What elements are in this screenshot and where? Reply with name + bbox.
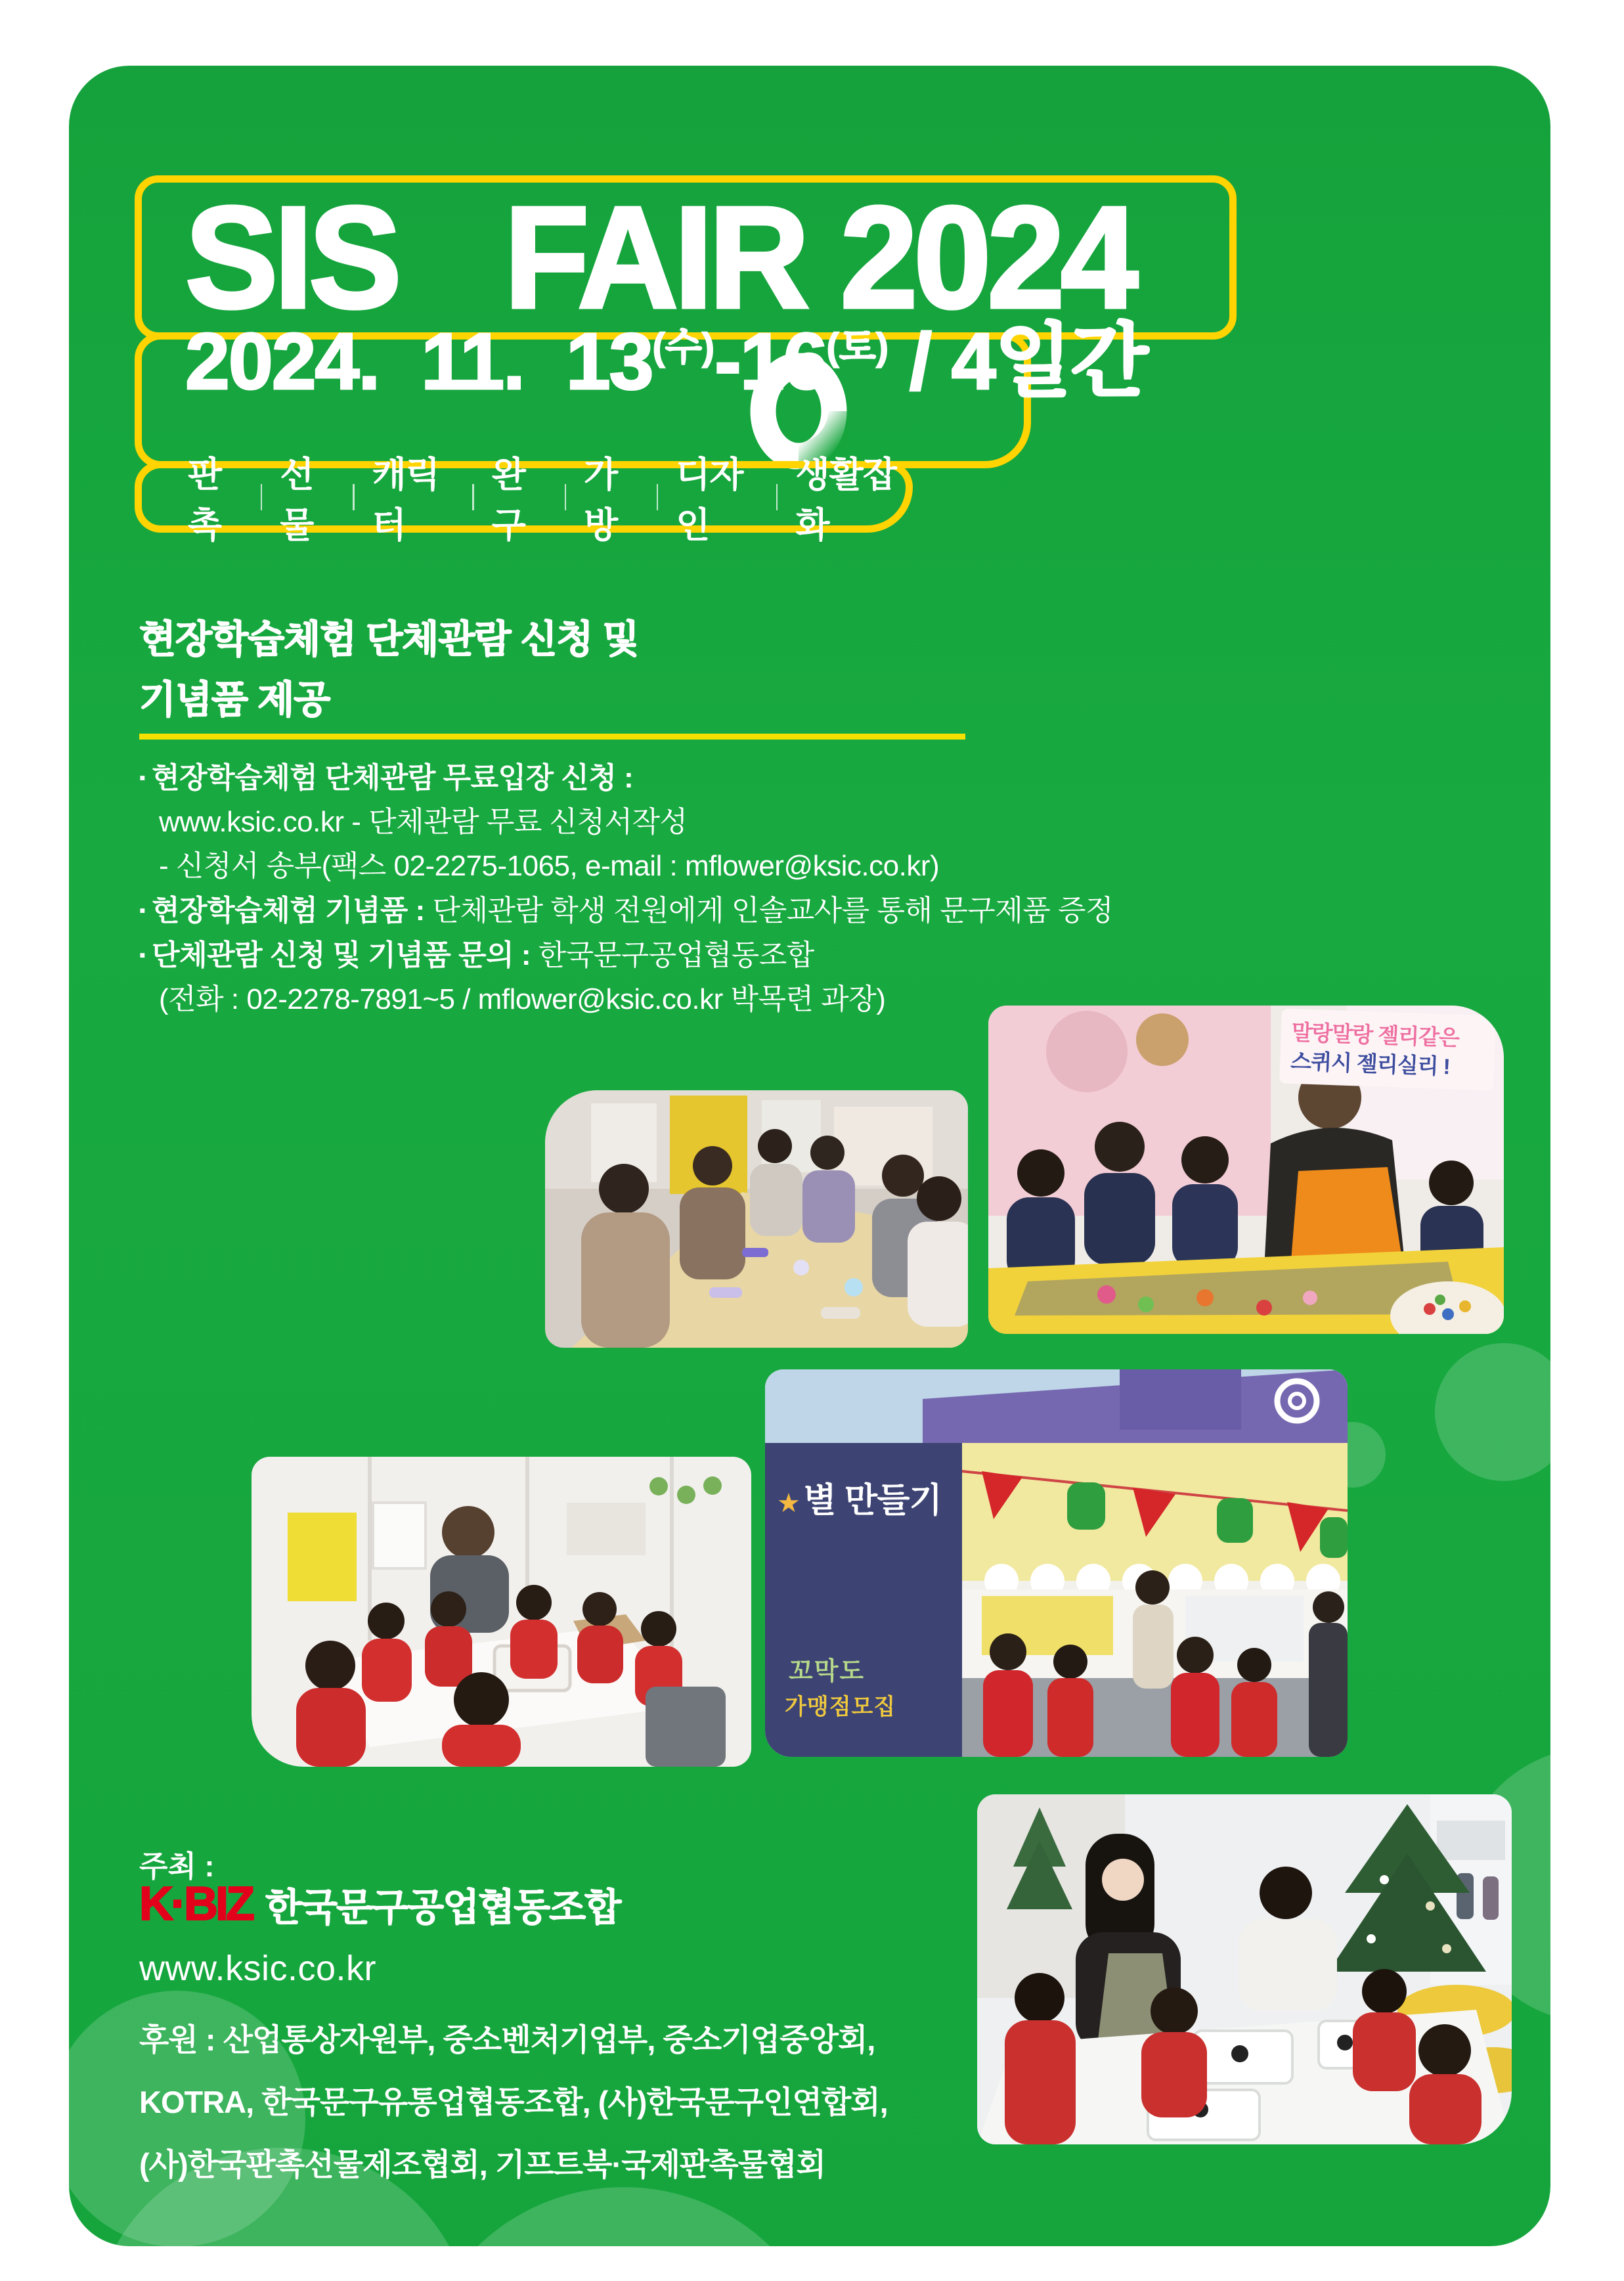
- photo-kids-clay-teacher: [988, 1006, 1504, 1334]
- category-box: [135, 454, 913, 545]
- photo-adults-workshop: [545, 1090, 968, 1348]
- sign-line2: 스퀴시 젤리실리 !: [1290, 1048, 1451, 1079]
- info-line: - 신청서 송부(팩스 02-2275-1065, e-mail : mflower@ksic.co.kr): [159, 850, 940, 882]
- info-line: ▪ 현장학습체험 기념품 : 단체관람 학생 전원에게 인솔교사를 통해 문구제품 증정: [139, 888, 1113, 933]
- sign-line1: 말랑말랑 젤리같은: [1291, 1019, 1460, 1050]
- date-weekday-1: (수): [652, 326, 715, 368]
- date-mid: -16: [714, 317, 827, 406]
- sponsor-line: 후원 : 산업통상자원부, 중소벤처기업부, 중소기업중앙회,: [139, 2022, 875, 2057]
- host-label: 주최 :: [139, 1849, 215, 1883]
- heading-line1: 현장학습체험 단체관람 신청 및: [139, 618, 639, 661]
- category-item: 디자인: [676, 454, 743, 545]
- title-part2: FAIR 2024: [504, 176, 1135, 338]
- sign-main-text: 별 만들기: [803, 1482, 942, 1520]
- category-item: 생활잡화: [795, 454, 896, 545]
- photo-christmas-craft: [977, 1794, 1512, 2144]
- info-text-block: [139, 755, 1113, 1021]
- category-separator: [472, 484, 473, 510]
- booth-logo-text: 꼬막도: [789, 1658, 866, 1685]
- category-item: 캐릭터: [372, 454, 439, 545]
- category-separator: [657, 484, 658, 510]
- info-line: (전화 : 02-2278-7891~5 / mflower@ksic.co.kr 박목련 과장): [159, 983, 886, 1015]
- decorative-circle: [1435, 1343, 1550, 1481]
- star-icon: ★: [777, 1489, 801, 1518]
- yellow-divider: [139, 734, 965, 740]
- host-row: [139, 1876, 620, 1932]
- kbiz-logo: K·BIZ: [139, 1878, 252, 1930]
- title-part1: SIS: [185, 176, 398, 338]
- category-list: [188, 447, 906, 548]
- category-separator: [565, 484, 566, 510]
- photo-booth-star-making: [765, 1369, 1348, 1757]
- category-separator: [776, 484, 778, 510]
- photo-sign-star-making: [777, 1481, 948, 1520]
- photo-red-uniform-kids: [252, 1457, 751, 1767]
- category-separator: [353, 484, 354, 510]
- photo-sign-squishy: [1279, 1008, 1496, 1090]
- date-weekday-2: (토): [826, 326, 889, 368]
- category-item: 완구: [491, 454, 525, 545]
- info-line: ▪ 단체관람 신청 및 기념품 문의 : 한국문구공업협동조합: [139, 933, 1113, 977]
- decorative-circle: [414, 2187, 834, 2246]
- date-duration: / 4일간: [889, 317, 1147, 406]
- booth-sub-text: 가맹점모집: [785, 1694, 896, 1719]
- green-card: [69, 66, 1550, 2246]
- section-heading: [139, 609, 639, 730]
- category-item: 판촉: [188, 454, 222, 545]
- sponsor-list: [139, 2008, 888, 2196]
- info-line: www.ksic.co.kr - 단체관람 무료 신청서작성: [159, 806, 688, 838]
- category-item: 선물: [280, 454, 314, 545]
- website-url: www.ksic.co.kr: [139, 1949, 377, 1988]
- info-line: ▪ 현장학습체험 단체관람 무료입장 신청 :: [139, 755, 1113, 800]
- host-organization: 한국문구공업협동조합: [265, 1886, 621, 1929]
- category-item: 가방: [583, 454, 618, 545]
- sponsor-line: (사)한국판촉선물제조협회, 기프트북·국제판촉물협회: [139, 2147, 825, 2182]
- category-separator: [261, 484, 262, 510]
- sponsor-line: KOTRA, 한국문구유통업협동조합, (사)한국문구인연합회,: [139, 2085, 888, 2119]
- date-prefix: 2024. 11. 13: [185, 317, 653, 406]
- heading-line2: 기념품 제공: [139, 678, 330, 721]
